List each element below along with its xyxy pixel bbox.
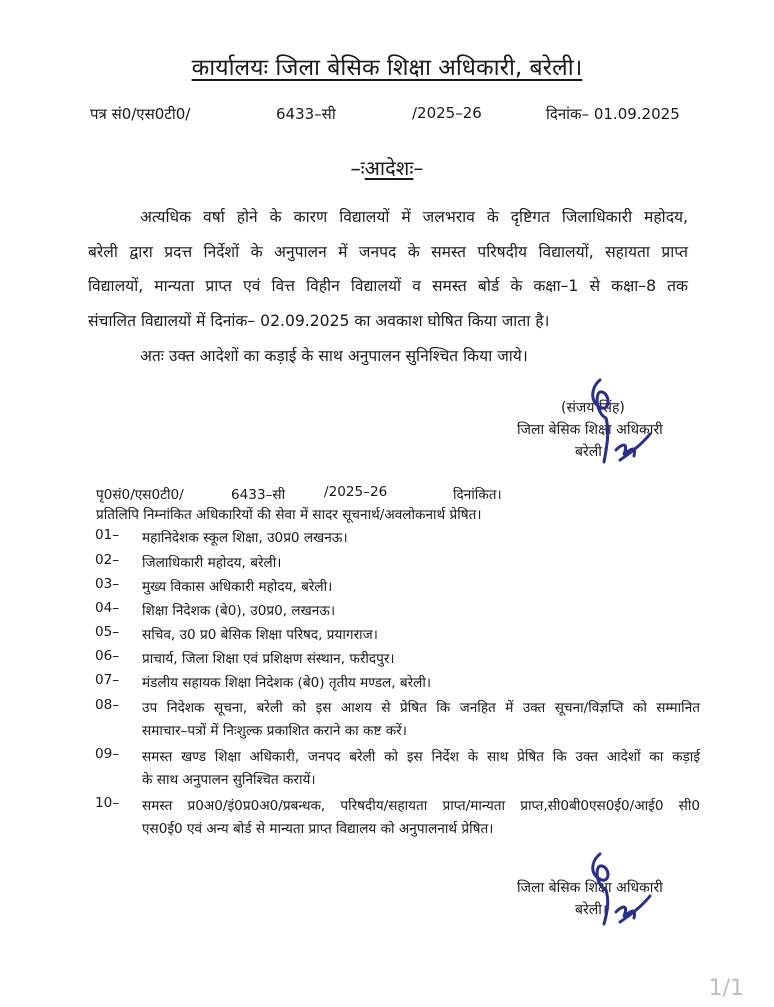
recipient-number: 01– (95, 527, 120, 543)
copy-ref-year: /2025–26 (324, 484, 388, 500)
recipient-number: 04– (95, 600, 120, 616)
copy-ref-prefix: पृ0सं0/एस0टी0/ (96, 487, 184, 503)
body-para-2: अतः उक्त आदेशों का कड़ाई के साथ अनुपालन सुनिश्चित किया जाये। (140, 347, 528, 365)
recipient-text: जिलाधिकारी महोदय, बरेली। (142, 555, 282, 571)
letter-date: दिनांक– 01.09.2025 (546, 105, 680, 123)
page-indicator: 1/1 (708, 976, 744, 1001)
recipient-number: 02– (95, 552, 120, 568)
recipient-text: मुख्य विकास अधिकारी महोदय, बरेली। (142, 579, 333, 595)
letter-number-prefix: पत्र सं0/एस0टी0/ (90, 105, 191, 123)
recipient-number: 03– (95, 576, 120, 592)
recipient-text: समस्त खण्ड शिक्षा अधिकारी, जनपद बरेली को इस निर्देश के साथ प्रेषित कि उक्त आदेशों का कड़ाई (142, 749, 700, 765)
order-heading (0, 154, 774, 181)
recipient-text: मंडलीय सहायक शिक्षा निदेशक (बे0) तृतीय मण्डल, बरेली। (142, 675, 432, 691)
signatory-name: (संजय सिंह) (561, 400, 625, 416)
signature-mark (582, 850, 662, 930)
recipient-number: 07– (95, 672, 120, 688)
office-title: कार्यालयः जिला बेसिक शिक्षा अधिकारी, बरेली। (191, 55, 583, 81)
body-line-4: संचालित विद्यालयों में दिनांक– 02.09.2025 का अवकाश घोषित किया जाता है। (88, 312, 550, 330)
body-line-1: अत्यधिक वर्षा होने के कारण विद्यालयों में जलभराव के दृष्टिगत जिलाधिकारी महोदय, (140, 208, 688, 226)
recipient-number: 05– (95, 624, 120, 640)
recipient-text: महानिदेशक स्कूल शिक्षा, उ0प्र0 लखनऊ। (142, 530, 348, 546)
recipient-text: उप निदेशक सूचना, बरेली को इस आशय से प्रेषित कि जनहित में उक्त सूचना/विज्ञप्ति को सम्मानित (142, 700, 700, 716)
recipient-text-cont: के साथ अनुपालन सुनिश्चित करायें। (142, 772, 316, 788)
copy-ref-number: 6433–सी (231, 487, 286, 503)
recipient-text: प्राचार्य, जिला शिक्षा एवं प्रशिक्षण संस्थान, फरीदपुर। (142, 651, 395, 667)
body-line-3: विद्यालयों, मान्यता प्राप्त एवं वित्त विहीन विद्यालयों व समस्त बोर्ड के कक्षा–1 से कक्षा–8 तक (88, 277, 688, 295)
recipient-number: 10– (95, 795, 120, 811)
order-heading-left: –ः (350, 156, 365, 180)
recipient-text: शिक्षा निदेशक (बे0), उ0प्र0, लखनऊ। (142, 603, 336, 619)
recipient-text-cont: एस0ई0 एवं अन्य बोर्ड से मान्यता प्राप्त विद्यालय को अनुपालनार्थ प्रेषित। (142, 821, 494, 837)
order-heading-right: ः– (413, 156, 424, 180)
signatory-place: बरेली। (575, 444, 608, 460)
letter-year: /2025–26 (412, 104, 482, 122)
signatory-designation: जिला बेसिक शिक्षा अधिकारी (517, 422, 663, 438)
recipient-text: सचिव, उ0 प्र0 बेसिक शिक्षा परिषद, प्रयागराज। (142, 627, 378, 643)
copy-intro: प्रतिलिपि निम्नांकित अधिकारियों की सेवा में सादर सूचनार्थ/अवलोकनार्थ प्रेषित। (96, 507, 482, 523)
letter-number: 6433–सी (276, 105, 336, 123)
recipient-text: समस्त प्र0अ0/इं0प्र0अ0/प्रबन्धक, परिषदीय/सहायता प्राप्त/मान्यता प्राप्त,सी0बी0एस0ई0/आई0 सी0 (142, 798, 700, 814)
recipient-number: 06– (95, 648, 120, 664)
order-heading-word: आदेश (364, 156, 414, 180)
recipient-text-cont: समाचार–पत्रों में निःशुल्क प्रकाशित कराने का कष्ट करें। (142, 723, 407, 739)
signature-mark (580, 374, 660, 470)
copy-ref-date: दिनांकित। (453, 487, 502, 503)
recipient-number: 09– (95, 746, 120, 762)
footer-place: बरेली। (575, 902, 608, 918)
recipient-number: 08– (95, 697, 120, 713)
footer-designation: जिला बेसिक शिक्षा अधिकारी (517, 880, 663, 896)
body-line-2: बरेली द्वारा प्रदत्त निर्देशों के अनुपालन में जनपद के समस्त परिषदीय विद्यालयों, सहायता प्राप्त (88, 243, 688, 261)
